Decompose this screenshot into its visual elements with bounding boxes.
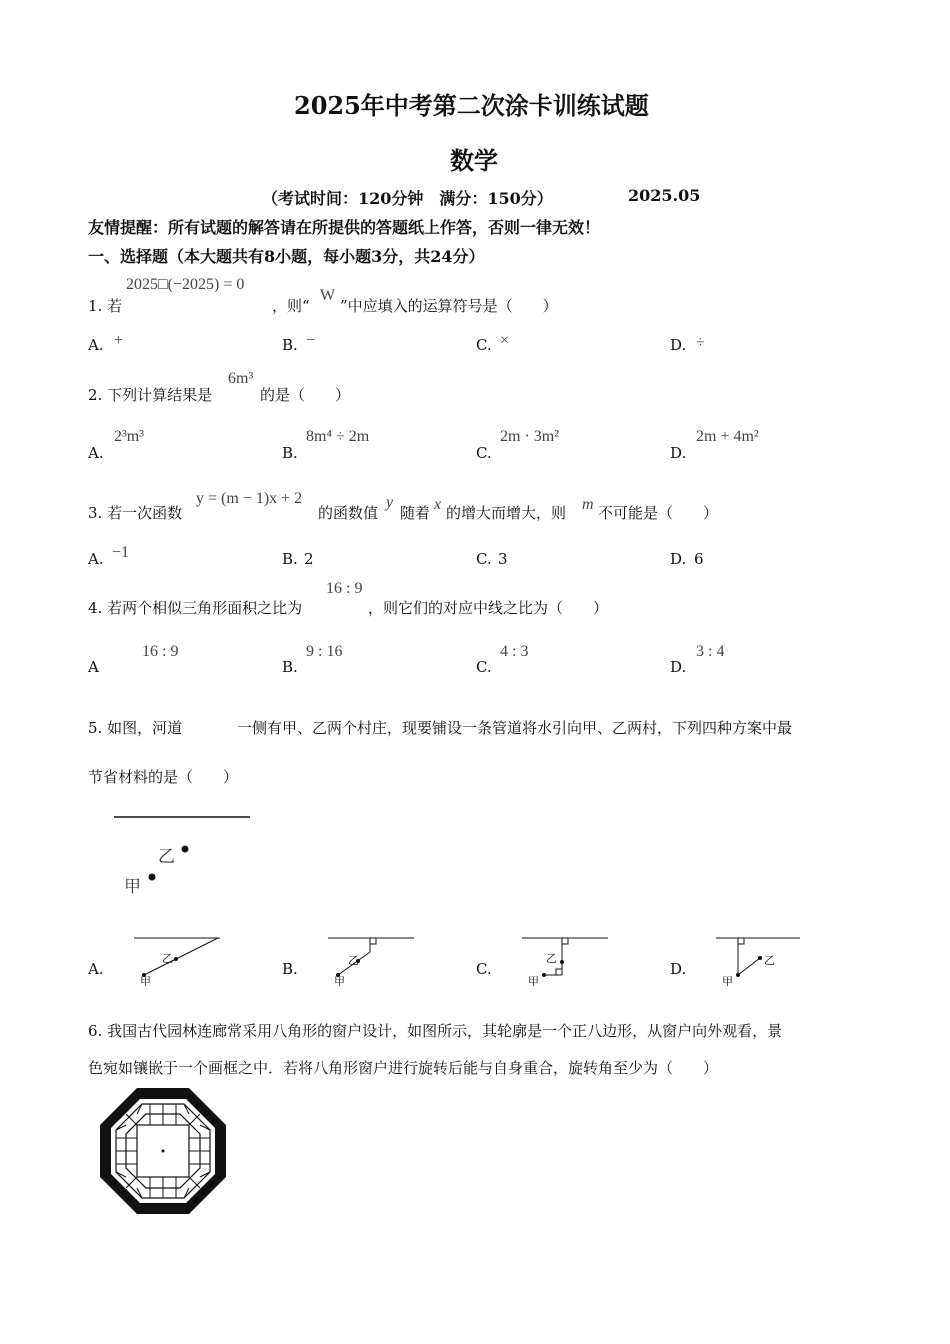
q1-option-a-label: A.: [88, 336, 104, 354]
q5-a-village-b: 乙: [162, 952, 173, 965]
q4-option-d-label: D.: [670, 658, 687, 676]
q3-option-d-label: D.: [670, 550, 687, 568]
q5-b-village-a: 甲: [334, 975, 345, 988]
village-b-dot-c: [560, 960, 564, 964]
q5-option-a-label: A.: [88, 960, 104, 978]
q4-stem-a: 4. 若两个相似三角形面积之比为: [88, 599, 303, 617]
q1-stem-b: ，则“: [272, 297, 310, 315]
village-b-dot-d: [758, 956, 762, 960]
q5-option-c-label: C.: [476, 960, 492, 978]
q2-option-c: 2m · 3m²: [500, 428, 560, 445]
center-dot: [162, 1150, 165, 1153]
q4-stem-b: ，则它们的对应中线之比为（ ）: [368, 599, 609, 617]
q5-option-b-label: B.: [282, 960, 298, 978]
village-a-dot-c: [542, 973, 546, 977]
q2-expr: 6m³: [228, 370, 254, 387]
subject-title: 数学: [450, 146, 498, 175]
q3-stem-e: 不可能是（ ）: [598, 504, 719, 522]
q1-stem-a: 1. 若: [88, 297, 123, 315]
q1-symbol: W: [320, 287, 336, 304]
q5-option-d-label: D.: [670, 960, 687, 978]
right-angle-c2: [556, 969, 562, 975]
right-angle-b: [370, 938, 376, 944]
q4-option-b: 9 : 16: [306, 643, 343, 660]
q4-ratio: 16 : 9: [326, 580, 363, 597]
q4-option-d: 3 : 4: [696, 643, 725, 660]
q3-stem-c: 随着: [400, 504, 431, 522]
q3-function: y = (m − 1)x + 2: [196, 490, 303, 507]
pipe-d2: [738, 958, 760, 975]
q3-option-c-label: C.: [476, 550, 492, 568]
q1-option-c: ×: [500, 332, 510, 349]
q3-stem-b: 的函数值: [318, 504, 379, 522]
q3-option-a: −1: [112, 544, 130, 561]
q3-var-m: m: [582, 496, 594, 513]
q2-stem-a: 2. 下列计算结果是: [88, 386, 213, 404]
page-title: 2025年中考第二次涂卡训练试题: [294, 91, 649, 120]
q1-option-a: +: [114, 332, 124, 349]
q6-line1: 6. 我国古代园林连廊常采用八角形的窗户设计，如图所示，其轮廓是一个正八边形，从窗户向外观看，景: [88, 1022, 783, 1040]
q5-b-village-b: 乙: [348, 954, 359, 967]
exam-date: 2025.05: [628, 186, 701, 205]
q2-option-d-label: D.: [670, 444, 687, 462]
q3-stem-d: 的增大而增大，则: [446, 504, 567, 522]
q5-c-village-a: 甲: [528, 975, 539, 988]
q5-line1-a: 5. 如图，河道: [88, 719, 183, 737]
village-a-label: 甲: [124, 877, 141, 897]
q1-option-b: −: [306, 332, 316, 349]
q3-stem-a: 3. 若一次函数: [88, 504, 183, 522]
q1-option-b-label: B.: [282, 336, 298, 354]
q2-option-a: 2³m³: [114, 428, 145, 445]
right-angle-c1: [562, 938, 568, 944]
q1-formula: 2025□(−2025) = 0: [126, 276, 245, 293]
q4-option-c: 4 : 3: [500, 643, 529, 660]
q4-option-b-label: B.: [282, 658, 298, 676]
village-b-dot: [182, 846, 189, 853]
q1-option-d-label: D.: [670, 336, 687, 354]
q5-line2: 节省材料的是（ ）: [88, 768, 239, 786]
exam-info: （考试时间：120分钟 满分：150分）: [262, 189, 553, 208]
q2-option-b-label: B.: [282, 444, 298, 462]
q5-a-village-a: 甲: [140, 975, 151, 988]
q3-option-b: 2: [304, 550, 314, 568]
q3-var-x: x: [434, 496, 442, 513]
q1-stem-c: ”中应填入的运算符号是（ ）: [340, 297, 558, 315]
village-a-dot-d: [736, 973, 740, 977]
q3-option-b-label: B.: [282, 550, 298, 568]
q2-option-a-label: A.: [88, 444, 104, 462]
q5-line1-b: 一侧有甲、乙两个村庄，现要铺设一条管道将水引向甲、乙两村，下列四种方案中最: [237, 719, 793, 737]
q2-option-b: 8m⁴ ÷ 2m: [306, 428, 370, 445]
q3-option-d: 6: [694, 550, 704, 568]
q3-var-y: y: [386, 494, 394, 511]
section-heading: 一、选择题（本大题共有8小题，每小题3分，共24分）: [88, 247, 485, 266]
q5-d-village-a: 甲: [722, 975, 733, 988]
village-a-dot: [149, 874, 156, 881]
q5-d-village-b: 乙: [764, 954, 775, 967]
q5-c-village-b: 乙: [546, 952, 557, 965]
q4-option-c-label: C.: [476, 658, 492, 676]
q6-line2: 色宛如镶嵌于一个画框之中．若将八角形窗户进行旋转后能与自身重合，旋转角至少为（ ）: [88, 1059, 719, 1077]
village-b-label: 乙: [158, 847, 175, 867]
q1-option-d: ÷: [696, 334, 705, 351]
q4-option-a-label: A: [88, 658, 99, 676]
q4-option-a: 16 : 9: [142, 643, 179, 660]
right-angle-d: [738, 938, 744, 944]
q3-option-a-label: A.: [88, 550, 104, 568]
reminder: 友情提醒：所有试题的解答请在所提供的答题纸上作答，否则一律无效！: [88, 218, 601, 237]
pipe-a: [144, 938, 218, 975]
village-b-dot-a: [174, 957, 178, 961]
q2-option-c-label: C.: [476, 444, 492, 462]
q2-stem-b: 的是（ ）: [260, 386, 351, 404]
q2-option-d: 2m + 4m²: [696, 428, 759, 445]
q1-option-c-label: C.: [476, 336, 492, 354]
octagon-window-figure: [100, 1088, 226, 1214]
q3-option-c: 3: [498, 550, 508, 568]
